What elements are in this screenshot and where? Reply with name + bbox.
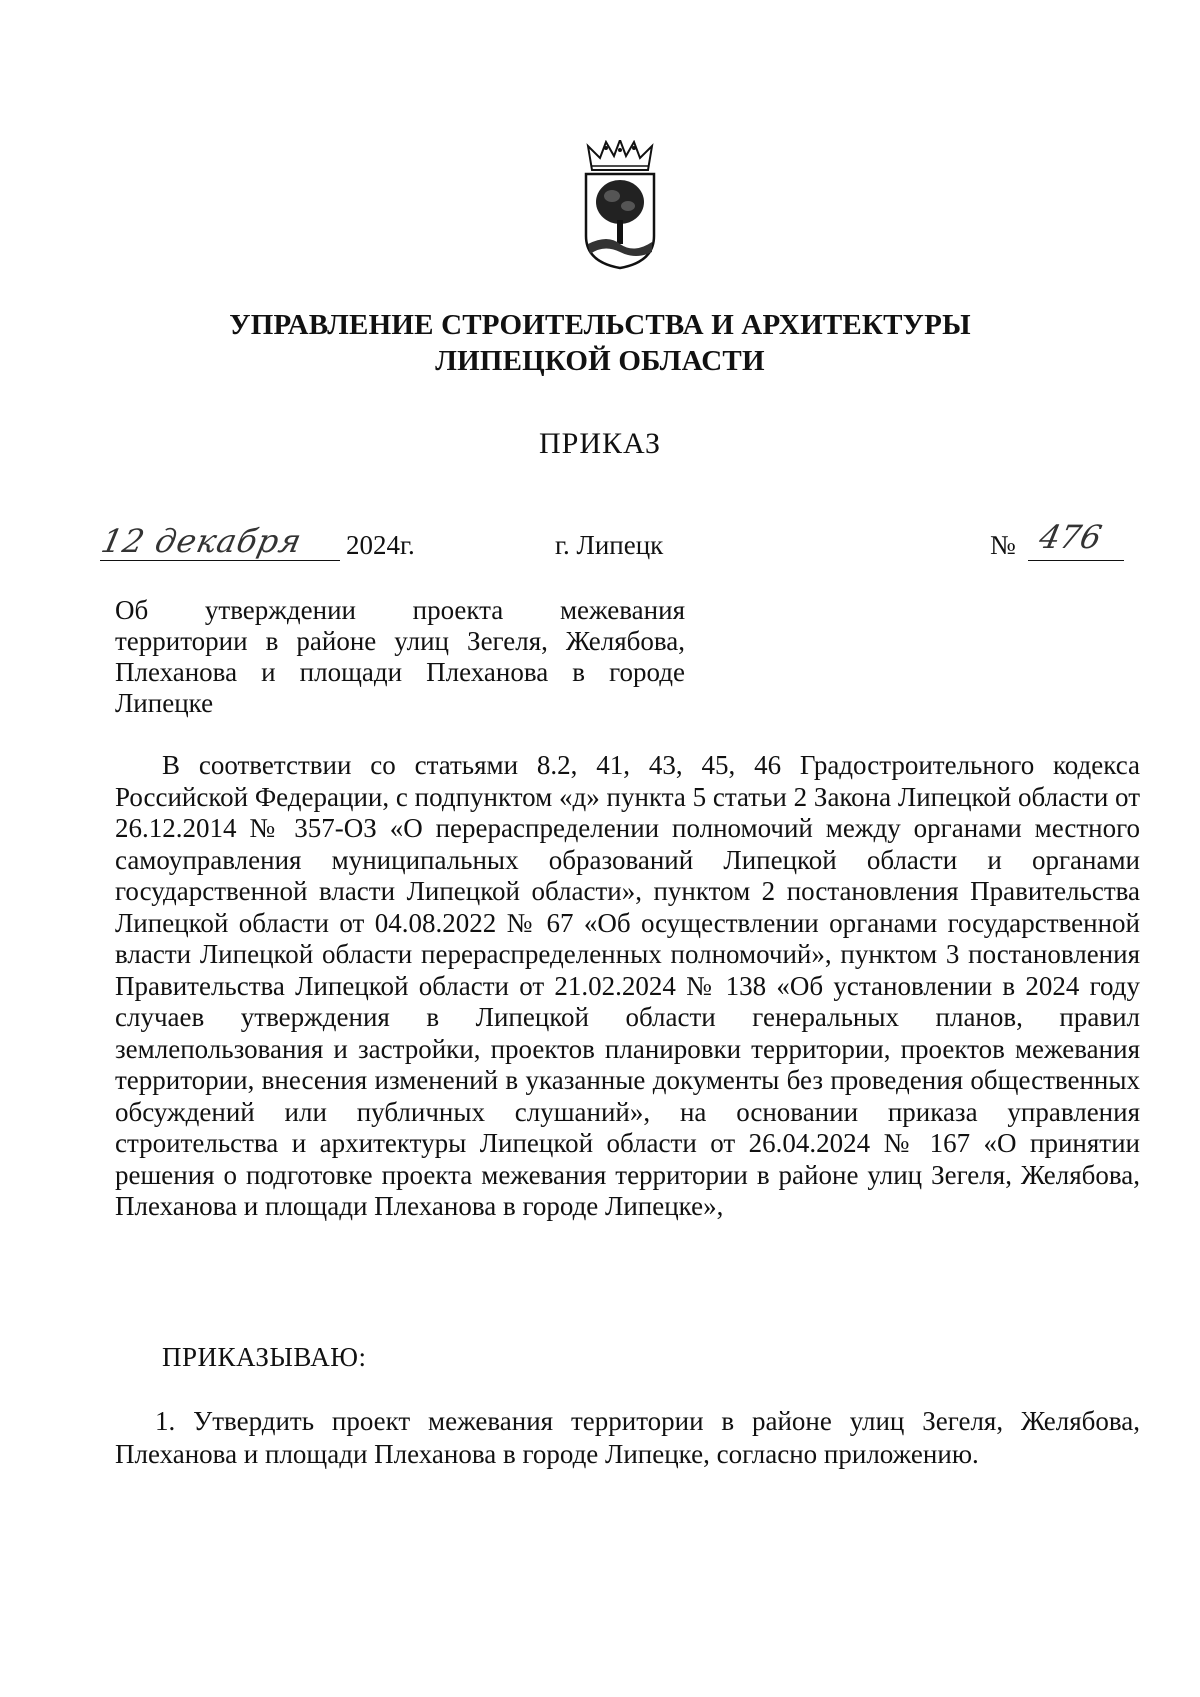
handwritten-number: 476 xyxy=(1035,518,1106,556)
handwritten-date: 12 декабря xyxy=(97,522,306,560)
city-name: г. Липецк xyxy=(555,530,664,560)
subject-line: территории в районе улиц Зегеля, Желябова, xyxy=(115,626,685,656)
document-type-title: ПРИКАЗ xyxy=(539,427,661,460)
order-subject xyxy=(115,595,685,719)
preamble-paragraph xyxy=(115,750,1140,1223)
date-field xyxy=(97,522,340,561)
number-label: № xyxy=(990,530,1016,560)
preamble-text: В соответствии со статьями 8.2, 41, 43, 45, 46 Градостроительного кодекса Российской Федерации, с подпунктом «д» пункта 5 статьи 2 Закона Липецкой области от 26.12.2014 № 357-ОЗ «О перераспределении полномочий между органами местного самоуправления муниципальных образований Липецкой области и органами государственной власти Липецкой области», пунктом 2 постановления Правительства Липецкой области от 04.08.2022 № 67 «Об осуществлении органами государственной власти Липецкой области перераспределенных полномочий», пунктом 3 постановления Правительства Липецкой области от 21.02.2024 № 138 «Об установлении в 2024 году случаев утверждения в Липецкой области генеральных планов, правил землепользования и застройки, проектов планировки территории, проектов межевания территории, внесения изменений в указанные документы без проведения общественных обсуждений или публичных слушаний», на основании приказа управления строительства и архитектуры Липецкой области от 26.04.2024 № 167 «О принятии решения о подготовке проекта межевания территории в районе улиц Зегеля, Желябова, Плеханова и площади Плеханова в городе Липецке», xyxy=(115,750,1140,1221)
coat-of-arms-icon xyxy=(578,140,662,270)
order-point-1 xyxy=(115,1405,1140,1471)
date-year: 2024г. xyxy=(346,530,415,560)
subject-line: Об утверждении проекта межевания xyxy=(115,595,685,625)
subject-line: Липецке xyxy=(115,688,214,718)
org-name-line2: ЛИПЕЦКОЙ ОБЛАСТИ xyxy=(435,345,765,377)
order-keyword: ПРИКАЗЫВАЮ: xyxy=(162,1342,367,1372)
number-field xyxy=(1028,518,1124,561)
date-number-line xyxy=(0,518,1200,568)
subject-line: Плеханова и площади Плеханова в городе xyxy=(115,657,685,687)
order-point-text: 1. Утвердить проект межевания территории в районе улиц Зегеля, Желябова, Плеханова и площади Плеханова в городе Липецке, согласно приложению. xyxy=(115,1406,1140,1469)
org-name-line1: УПРАВЛЕНИЕ СТРОИТЕЛЬСТВА И АРХИТЕКТУРЫ xyxy=(229,309,971,341)
